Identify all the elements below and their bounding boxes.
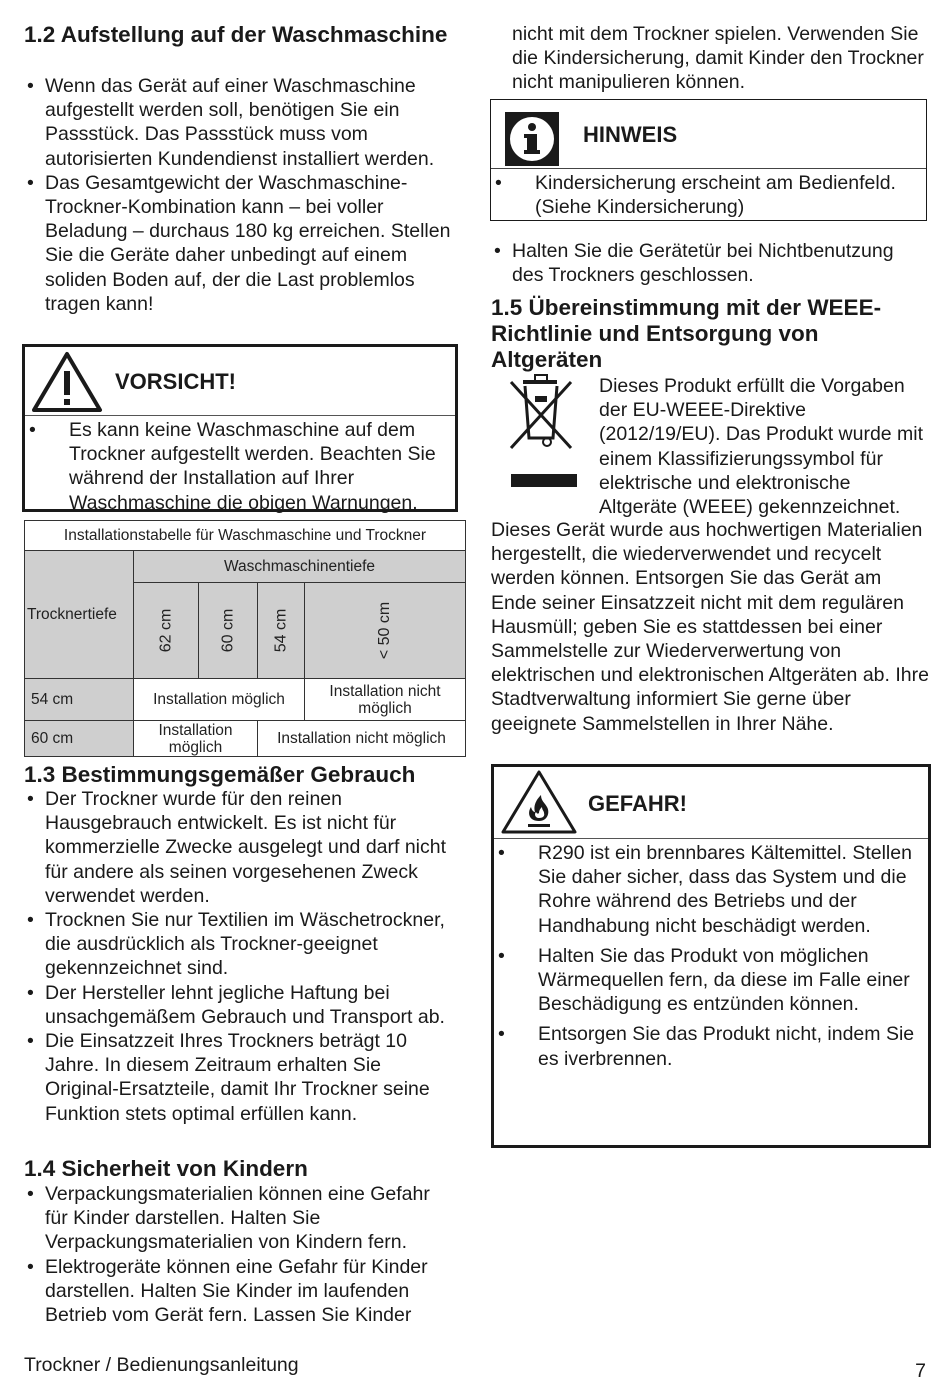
list-item: • Die Einsatzzeit Ihres Trockners beträgt 10 Jahre. In diesem Zeitraum erhalten Sie Original-Ersatzteile, damit Ihr Trockner seine Funktion stets optimal erfüllen kann. bbox=[24, 1029, 454, 1126]
list-item: • Elektrogeräte können eine Gefahr für Kinder darstellen. Halten Sie Kinder im laufenden Betrieb vom Gerät fern. Lassen Sie Kinder bbox=[24, 1255, 454, 1328]
danger-item: • R290 ist ein brennbares Kältemittel. Stellen Sie daher sicher, dass das System und die Rohre während des Betriebs und der Handhabung nicht beschädigt werden. bbox=[494, 841, 928, 938]
page-number: 7 bbox=[915, 1360, 926, 1382]
section-1-3-list bbox=[24, 787, 454, 1126]
caution-title: VORSICHT! bbox=[115, 369, 236, 394]
note-title: HINWEIS bbox=[583, 122, 678, 147]
footer-manual-title: Trockner / Bedienungsanleitung bbox=[24, 1354, 299, 1376]
list-item: • Der Trockner wurde für den reinen Hausgebrauch entwickelt. Es ist nicht für kommerzielle Zwecke ausgelegt und darf nicht für andere als seinen vorgesehenen Zweck verwendet werden. bbox=[24, 787, 454, 908]
table-row-label: 54 cm bbox=[25, 679, 134, 721]
flammable-warning-icon bbox=[500, 769, 578, 835]
column-header: 60 cm bbox=[199, 583, 258, 679]
weee-crossed-bin-icon bbox=[505, 374, 581, 490]
installation-table bbox=[24, 520, 466, 757]
caution-box bbox=[22, 344, 458, 512]
row-header-dryer-depth: Trocknertiefe bbox=[25, 551, 134, 679]
list-item: • Halten Sie die Gerätetür bei Nichtbenutzung des Trockners geschlossen. bbox=[491, 239, 927, 287]
column-header: 62 cm bbox=[134, 583, 199, 679]
table-cell: Installation nicht möglich bbox=[305, 679, 466, 721]
table-cell: Installation nicht möglich bbox=[258, 721, 466, 757]
danger-title: GEFAHR! bbox=[588, 791, 687, 816]
danger-item: • Halten Sie das Produkt von möglichen Wärmequellen fern, da diese im Falle einer Beschädigung es entzünden können. bbox=[494, 944, 928, 1017]
section-1-3-title: 1.3 Bestimmungsgemäßer Gebrauch bbox=[24, 762, 416, 787]
table-row-label: 60 cm bbox=[25, 721, 134, 757]
section-1-5-title: 1.5 Übereinstimmung mit der WEEE-Richtlinie und Entsorgung von Altgeräten bbox=[491, 295, 882, 372]
list-item: • Wenn das Gerät auf einer Waschmaschine aufgestellt werden soll, benötigen Sie ein Passstück. Das Passstück muss vom autorisierten Kundendienst installiert werden. bbox=[24, 74, 454, 171]
section-1-2-list bbox=[24, 74, 454, 316]
column-header: 54 cm bbox=[258, 583, 305, 679]
table-cell: Installation möglich bbox=[134, 679, 305, 721]
danger-box bbox=[491, 764, 931, 1148]
section-1-4-list bbox=[24, 1182, 454, 1327]
column-header: < 50 cm bbox=[305, 583, 466, 679]
table-cell: Installation möglich bbox=[134, 721, 258, 757]
list-item: • Verpackungsmaterialien können eine Gefahr für Kinder darstellen. Halten Sie Verpackungsmaterialien von Kindern fern. bbox=[24, 1182, 454, 1255]
disposal-text: Dieses Gerät wurde aus hochwertigen Materialien hergestellt, die wiederverwendet und recycelt werden können. Entsorgen Sie das Gerät am Ende seiner Einsatzzeit nicht mit dem regulären Hausmüll; geben Sie es stattdessen bei einer Sammelstelle zur Wiederverwertung von elektrischen und elektronischen Altgeräten ab. Ihre Stadtverwaltung informiert Sie gerne über geeignete Sammelstellen in Ihrer Nähe. bbox=[491, 519, 929, 735]
info-icon bbox=[505, 112, 559, 166]
warning-triangle-icon bbox=[31, 351, 103, 413]
continued-text: nicht mit dem Trockner spielen. Verwenden Sie die Kindersicherung, damit Kinder den Trockner nicht manipulieren können. bbox=[512, 23, 924, 94]
group-header-washer-depth: Waschmaschinentiefe bbox=[134, 551, 466, 583]
caution-text: • Es kann keine Waschmaschine auf dem Trockner aufgestellt werden. Beachten Sie während der Installation auf Ihrer Waschmaschine die obigen Warnungen. bbox=[25, 418, 455, 515]
list-item: • Der Hersteller lehnt jegliche Haftung bei unsachgemäßem Gebrauch und Transport ab. bbox=[24, 981, 454, 1029]
table-caption: Installationstabelle für Waschmaschine und Trockner bbox=[25, 521, 466, 551]
list-item: • Das Gesamtgewicht der Waschmaschine-Trockner-Kombination kann – bei voller Beladung – durchaus 180 kg erreichen. Stellen Sie die Geräte daher unbedingt auf einem soliden Boden auf, der die Last problemlos tragen kann! bbox=[24, 171, 454, 316]
weee-text: Dieses Produkt erfüllt die Vorgaben der EU-WEEE-Direktive (2012/19/EU). Das Produkt wurde mit einem Klassifizierungssymbol für elektrische und elektronische Altgeräte (WEEE) gekennzeichnet. bbox=[599, 375, 924, 519]
list-item: • Trocknen Sie nur Textilien im Wäschetrockner, die ausdrücklich als Trockner-geeignet gekennzeichnet sind. bbox=[24, 908, 454, 981]
note-box bbox=[490, 99, 927, 221]
section-1-2-title: 1.2 Aufstellung auf der Waschmaschine bbox=[24, 22, 448, 47]
section-1-4-title: 1.4 Sicherheit von Kindern bbox=[24, 1156, 308, 1181]
note-text: • Kindersicherung erscheint am Bedienfeld. (Siehe Kindersicherung) bbox=[491, 171, 926, 219]
danger-item: • Entsorgen Sie das Produkt nicht, indem Sie es iverbrennen. bbox=[494, 1022, 928, 1070]
door-list bbox=[491, 239, 927, 287]
